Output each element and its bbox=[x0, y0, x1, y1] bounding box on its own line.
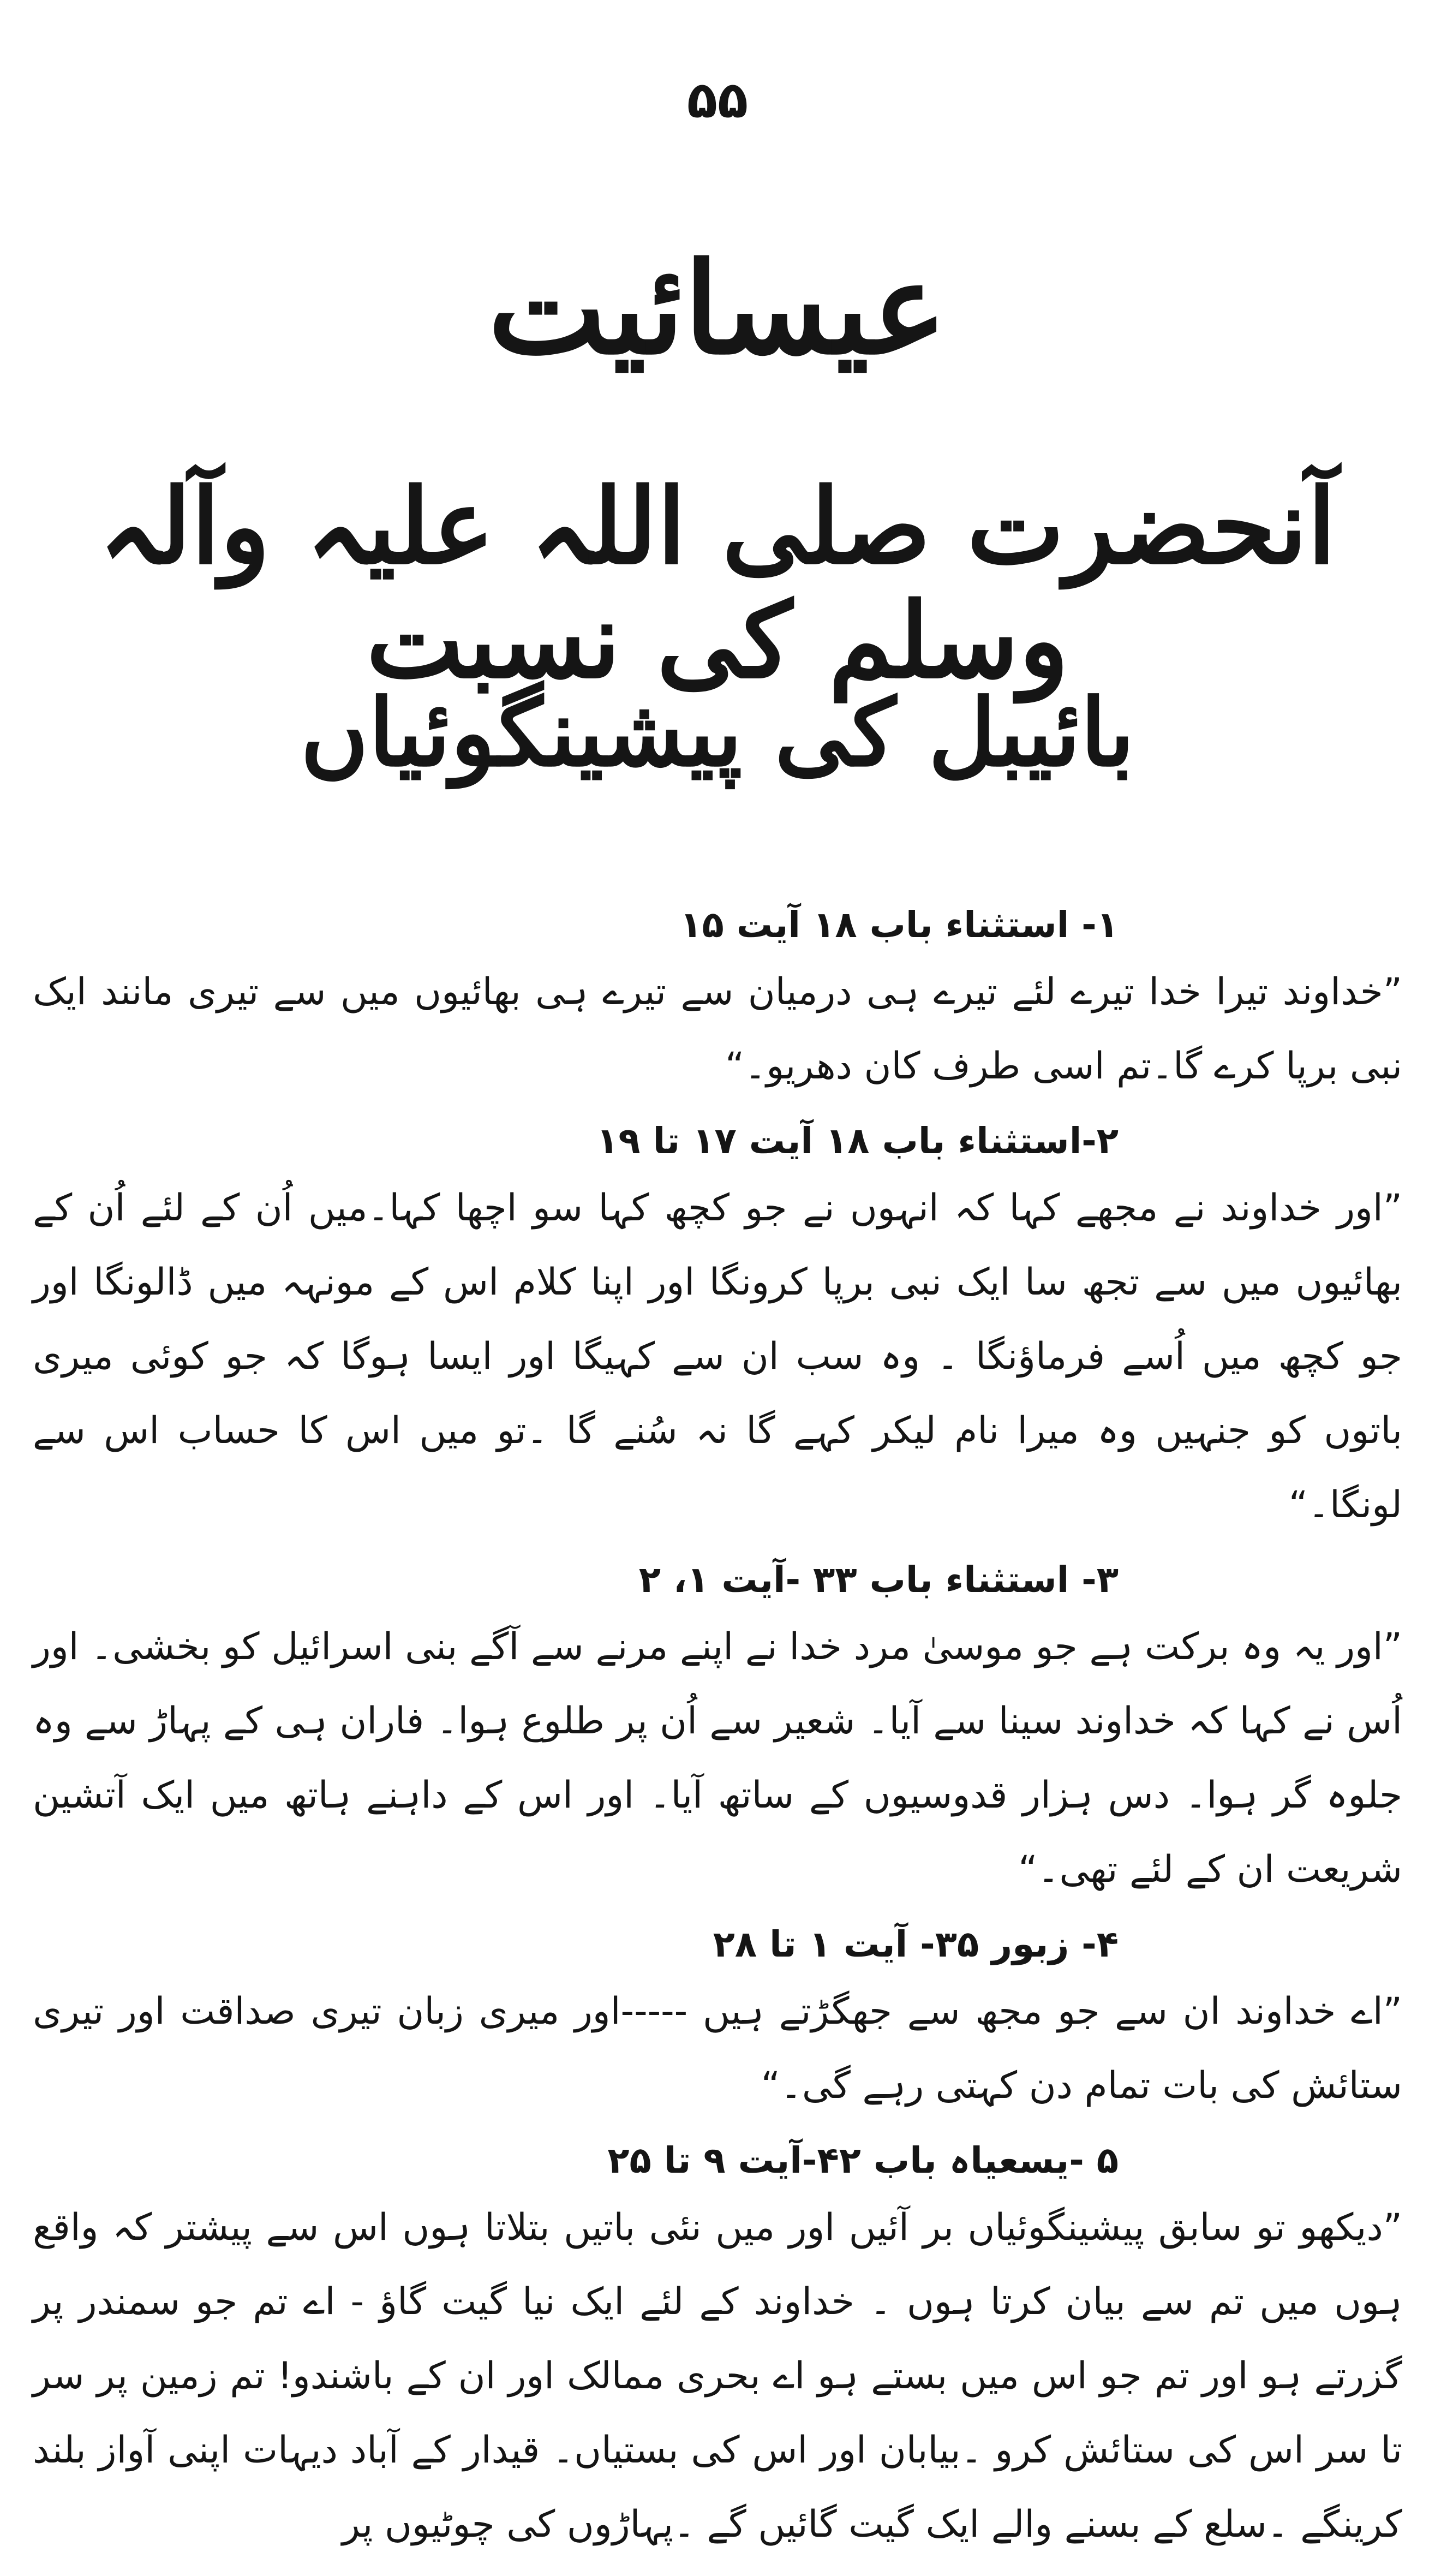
page-number: ۵۵ bbox=[686, 71, 749, 129]
section-reference: ۳- استثناء باب ۳۳ -آیت ۱، ۲ bbox=[638, 1559, 1119, 1601]
section-reference: ۵ -یسعیاہ باب ۴۲-آیت ۹ تا ۲۵ bbox=[607, 2139, 1119, 2181]
document-body bbox=[33, 895, 1402, 2569]
chapter-title: عیسائیت bbox=[488, 235, 947, 383]
section-paragraph: ”اے خداوند ان سے جو مجھ سے جھگڑتے ہیں -----اور میری زبان تیری صداقت اور تیری ستائش کی بات تمام دن کہتی رہے گی۔“ bbox=[33, 1990, 1402, 2107]
chapter-subtitle: آنحضرت صلی اللہ علیہ وآلہ وسلم کی نسبت bbox=[99, 466, 1336, 701]
section-reference: ۴- زبور ۳۵- آیت ۱ تا ۲۸ bbox=[713, 1923, 1119, 1965]
section-paragraph: ”اور یہ وہ برکت ہے جو موسیٰ مرد خدا نے اپنے مرنے سے آگے بنی اسرائیل کو بخشی۔ اور اُس نے کہا کہ خداوند سینا سے آیا۔ شعیر سے اُن پر طلوع ہوا۔ فاران ہی کے پہاڑ سے وہ جلوہ گر ہوا۔ دس ہزار قدوسیوں کے ساتھ آیا۔ اور اس کے داہنے ہاتھ میں ایک آتشین شریعت ان کے لئے تھی۔“ bbox=[33, 1625, 1402, 1891]
section-reference: ۲-استثناء باب ۱۸ آیت ۱۷ تا ۱۹ bbox=[596, 1120, 1119, 1162]
section-paragraph: ”اور خداوند نے مجھے کہا کہ انہوں نے جو کچھ کہا سو اچھا کہا۔میں اُن کے لئے اُن کے بھائیوں میں سے تجھ سا ایک نبی برپا کرونگا اور اپنا کلام اس کے مونہہ میں ڈالونگا اور جو کچھ میں اُسے فرماؤنگا ۔ وہ سب ان سے کہیگا اور ایسا ہوگا کہ جو کوئی میری باتوں کو جنہیں وہ میرا نام لیکر کہے گا نہ سُنے گا ۔تو میں اس کا حساب اس سے لونگا۔“ bbox=[33, 1186, 1402, 1526]
section-paragraph: ”خداوند تیرا خدا تیرے لئے تیرے ہی درمیان سے تیرے ہی بھائیوں میں سے تیری مانند ایک نبی برپا کرے گا۔تم اسی طرف کان دھریو۔“ bbox=[33, 970, 1402, 1088]
section-paragraph: ”دیکھو تو سابق پیشینگوئیاں بر آئیں اور میں نئی باتیں بتلاتا ہوں اس سے پیشتر کہ واقع ہوں میں تم سے بیان کرتا ہوں ۔ خداوند کے لئے ایک نیا گیت گاؤ - اے تم جو سمندر پر گزرتے ہو اور تم جو اس میں بستے ہو اے بحری ممالک اور ان کے باشندو! تم زمین پر سر تا سر اس کی ستائش کرو ۔بیابان اور اس کی بستیاں۔ قیدار کے آباد دیہات اپنی آواز بلند کرینگے ۔سلع کے بسنے والے ایک گیت گائیں گے ۔پہاڑوں کی چوٹیوں پر bbox=[33, 2206, 1402, 2546]
section-reference: ۱- استثناء باب ۱۸ آیت ۱۵ bbox=[680, 904, 1119, 946]
chapter-subtitle-2: بائیبل کی پیشینگوئیاں bbox=[300, 678, 1135, 788]
